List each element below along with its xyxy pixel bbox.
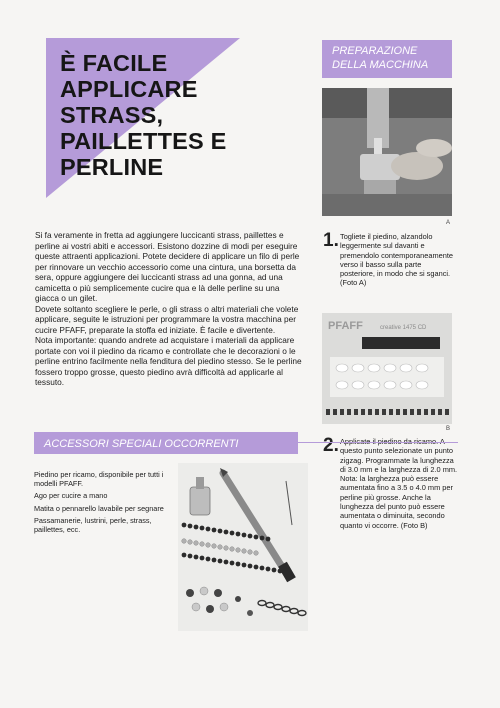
photo-b-label: B	[446, 426, 451, 432]
photo-presser-foot	[322, 88, 452, 216]
photo-accessories	[178, 463, 308, 631]
step-1-number: 1.	[323, 230, 339, 251]
step-1-text: Togliete il piedino, alzandolo leggermente sul davanti e premendolo contemporaneamente verso il basso sulla parte posteriore, in modo che si sganci. (Foto A)	[340, 232, 453, 288]
intro-text	[35, 230, 303, 388]
machine-brand: PFAFF	[328, 320, 363, 332]
preparation-heading: PREPARAZIONE DELLA MACCHINA	[322, 40, 452, 78]
photo-machine-panel	[322, 313, 452, 424]
list-item: Ago per cucire a mano	[34, 491, 108, 501]
intro-paragraph: Dovete soltanto scegliere le perle, o gli strass o altri materiali che volete applicare, seguite le istruzioni per programmare la vostra macchina per cucire PFAFF, preparate la stoffa ed iniziate. È facile e divertente.	[35, 303, 299, 335]
photo-a-label: A	[446, 220, 451, 226]
step-2-text: Applicate il piedino da ricamo. A questo punto selezionate un punto zigzag. Programmate la lunghezza di 3.0 mm e la larghezza di 2.0 mm. Nota: la larghezza può essere aumentata fino a 3.5 o 4.0 mm per perline più grosse. Anche la lunghezza del punto può essere aumentata o diminuita, secondo quanto vi occorre. (Foto B)	[340, 437, 458, 530]
intro-paragraph: Si fa veramente in fretta ad aggiungere luccicanti strass, paillettes e perline ai vostri abiti e accessori. Esistono dozzine di modi per eseguire queste attraenti applicazioni. Potete decidere di applicare un filo di perle per rinnovare un vecchio accessorio come una cintura, una borsetta da sera, oppure aggiungere dei luccicanti strass ad una gonna, ad una camicetta o più semplicemente cucire qua e là delle perline su una giacca o un gilet.	[35, 230, 300, 303]
list-item: Piedino per ricamo, disponibile per tutti i modelli PFAFF.	[34, 470, 164, 489]
accessories-divider	[298, 442, 458, 443]
intro-paragraph: Nota importante: quando andrete ad acquistare i materiali da applicare portate con voi il piedino da ricamo e controllate che le decorazioni o le perline entrino facilmente nella fenditura del piedino stesso. Se le perline fossero troppo grosse, questo piedino avrà difficoltà ad applicarle al tessuto.	[35, 335, 302, 387]
list-item: Matita o pennarello lavabile per segnare	[34, 503, 164, 513]
accessories-heading: ACCESSORI SPECIALI OCCORRENTI	[34, 432, 298, 454]
page-title: È FACILE APPLICARE STRASS, PAILLETTES E PERLINE	[60, 50, 227, 180]
machine-model: creative 1475 CD	[380, 325, 427, 331]
list-item: Passamanerie, lustrini, perle, strass, paillettes, ecc.	[34, 515, 152, 535]
step-2-number: 2.	[323, 435, 339, 456]
accessories-list	[34, 470, 169, 537]
